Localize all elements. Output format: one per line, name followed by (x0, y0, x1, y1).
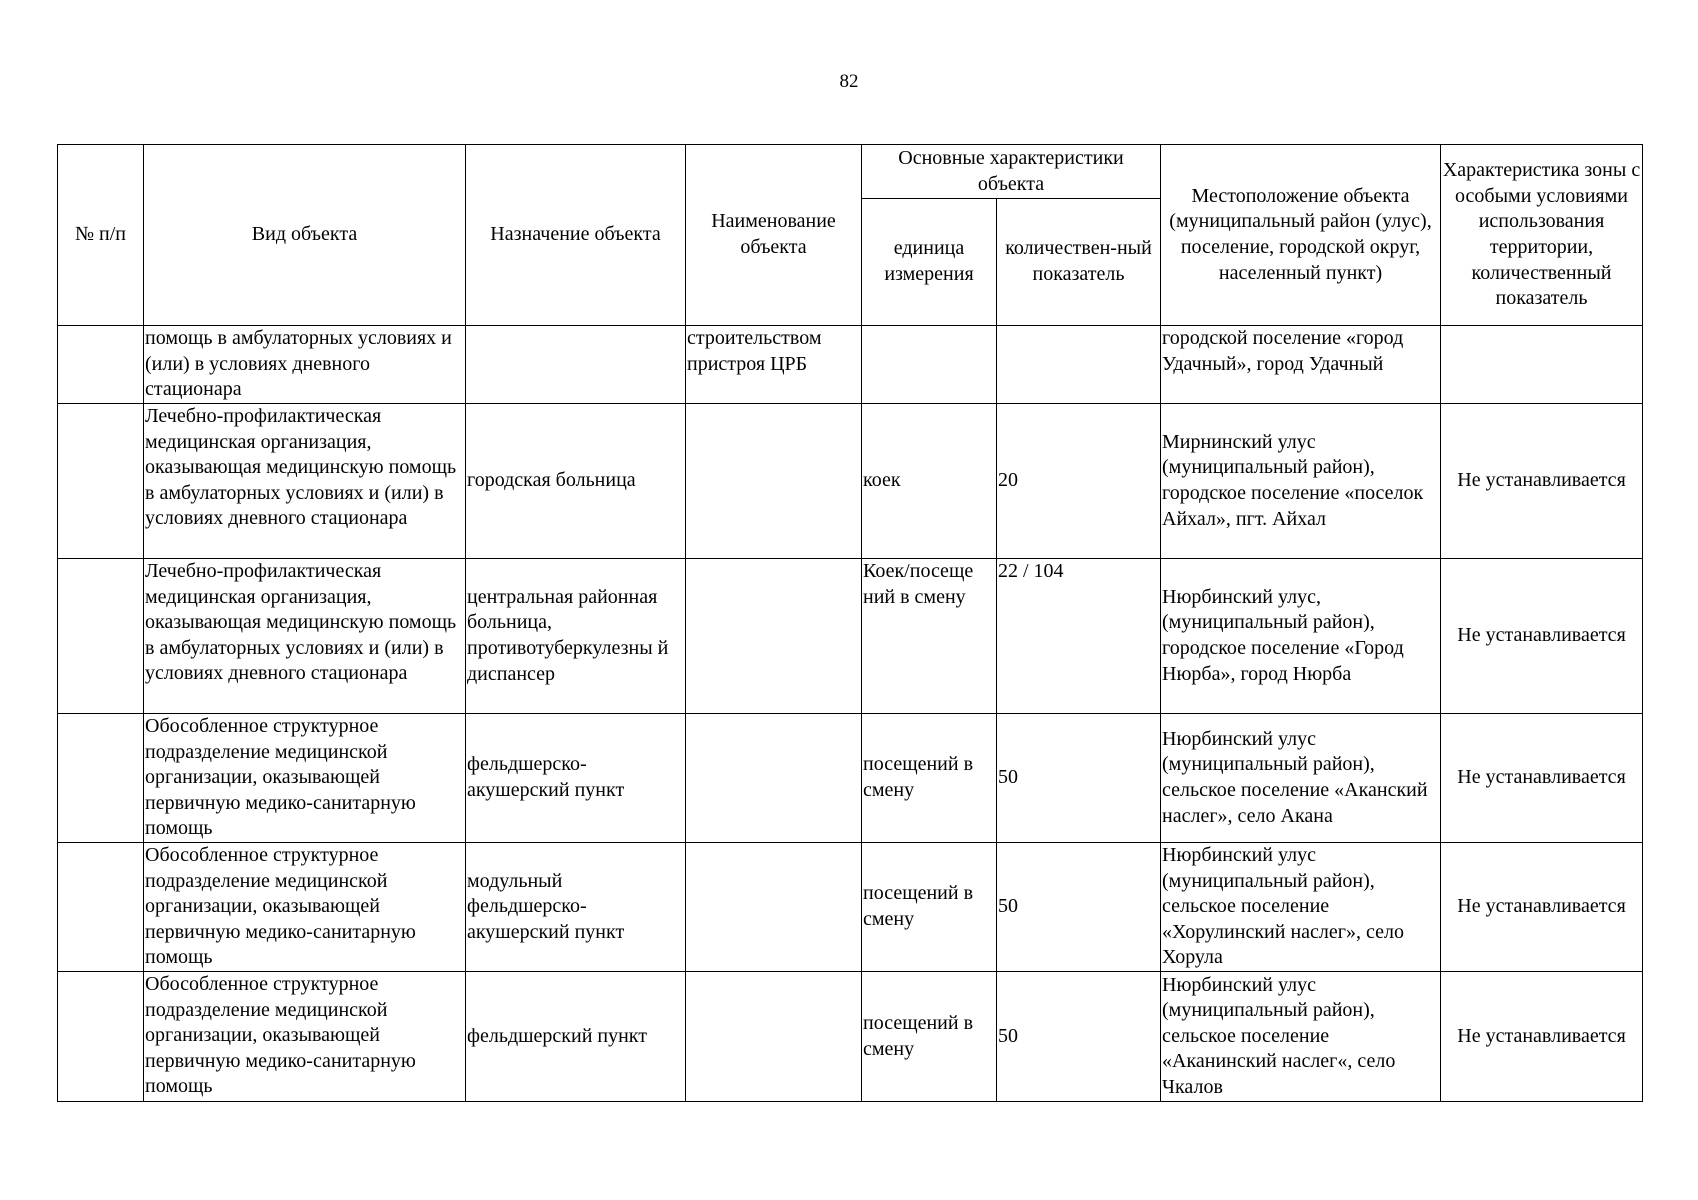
cell-unit: посещений в смену (862, 972, 997, 1102)
table-row (58, 559, 1643, 714)
cell-zone (1441, 326, 1643, 404)
cell-num (58, 326, 144, 404)
header-purpose: Назначение объекта (466, 145, 686, 326)
cell-purpose (466, 326, 686, 404)
cell-purpose: фельдшерско-акушерский пункт (466, 714, 686, 843)
cell-type: Обособленное структурное подразделение медицинской организации, оказывающей первичную медико-санитарную помощь (144, 972, 466, 1102)
cell-unit: коек (862, 404, 997, 559)
header-zone: Характеристика зоны с особыми условиями использования территории, количественный показатель (1441, 145, 1643, 326)
table-body (58, 326, 1643, 1102)
cell-type: Лечебно-профилактическая медицинская организация, оказывающая медицинскую помощь в амбулаторных условиях и (или) в условиях дневного стационара (144, 559, 466, 714)
cell-type: помощь в амбулаторных условиях и (или) в условиях дневного стационара (144, 326, 466, 404)
cell-zone: Не устанавливается (1441, 843, 1643, 972)
page-number: 82 (839, 71, 859, 92)
cell-quantity: 22 / 104 (997, 559, 1161, 714)
cell-num (58, 404, 144, 559)
cell-quantity: 50 (997, 972, 1161, 1102)
cell-quantity: 20 (997, 404, 1161, 559)
header-characteristics: Основные характеристики объекта (862, 145, 1161, 199)
cell-purpose: центральная районная больница, противотуберкулезны й диспансер (466, 559, 686, 714)
cell-unit (862, 326, 997, 404)
cell-num (58, 972, 144, 1102)
cell-type: Обособленное структурное подразделение медицинской организации, оказывающей первичную медико-санитарную помощь (144, 714, 466, 843)
cell-unit: посещений в смену (862, 843, 997, 972)
cell-location: Нюрбинский улус (муниципальный район), сельское поселение «Хорулинский наслег», село Хорула (1161, 843, 1441, 972)
cell-location: Нюрбинский улус (муниципальный район), сельское поселение «Аканинский наслег«, село Чкалов (1161, 972, 1441, 1102)
cell-num (58, 559, 144, 714)
table-row (58, 326, 1643, 404)
cell-quantity: 50 (997, 843, 1161, 972)
cell-type: Лечебно-профилактическая медицинская организация, оказывающая медицинскую помощь в амбулаторных условиях и (или) в условиях дневного стационара (144, 404, 466, 559)
cell-name: строительством пристроя ЦРБ (686, 326, 862, 404)
cell-num (58, 714, 144, 843)
header-unit: единица измерения (862, 199, 997, 326)
cell-zone: Не устанавливается (1441, 559, 1643, 714)
cell-purpose: модульный фельдшерско-акушерский пункт (466, 843, 686, 972)
cell-purpose: фельдшерский пункт (466, 972, 686, 1102)
cell-num (58, 843, 144, 972)
table-row (58, 843, 1643, 972)
header-row-top (58, 145, 1643, 199)
table-row (58, 972, 1643, 1102)
cell-zone: Не устанавливается (1441, 972, 1643, 1102)
cell-location: Нюрбинский улус (муниципальный район), сельское поселение «Аканский наслег», село Акана (1161, 714, 1441, 843)
header-quantity: количествен-ный показатель (997, 199, 1161, 326)
table-header (58, 145, 1643, 326)
cell-zone: Не устанавливается (1441, 714, 1643, 843)
table-row (58, 404, 1643, 559)
cell-name (686, 843, 862, 972)
cell-purpose: городская больница (466, 404, 686, 559)
cell-name (686, 714, 862, 843)
cell-name (686, 972, 862, 1102)
header-location: Местоположение объекта (муниципальный район (улус), поселение, городской округ, населенный пункт) (1161, 145, 1441, 326)
cell-quantity: 50 (997, 714, 1161, 843)
header-type: Вид объекта (144, 145, 466, 326)
cell-name (686, 404, 862, 559)
cell-name (686, 559, 862, 714)
cell-location: Мирнинский улус (муниципальный район), городское поселение «поселок Айхал», пгт. Айхал (1161, 404, 1441, 559)
cell-unit: Коек/посеще ний в смену (862, 559, 997, 714)
header-name: Наименование объекта (686, 145, 862, 326)
cell-type: Обособленное структурное подразделение медицинской организации, оказывающей первичную медико-санитарную помощь (144, 843, 466, 972)
table-row (58, 714, 1643, 843)
cell-location: городской поселение «город Удачный», город Удачный (1161, 326, 1441, 404)
cell-location: Нюрбинский улус, (муниципальный район), городское поселение «Город Нюрба», город Нюрба (1161, 559, 1441, 714)
cell-unit: посещений в смену (862, 714, 997, 843)
cell-zone: Не устанавливается (1441, 404, 1643, 559)
header-num: № п/п (58, 145, 144, 326)
cell-quantity (997, 326, 1161, 404)
objects-table (57, 144, 1643, 1102)
